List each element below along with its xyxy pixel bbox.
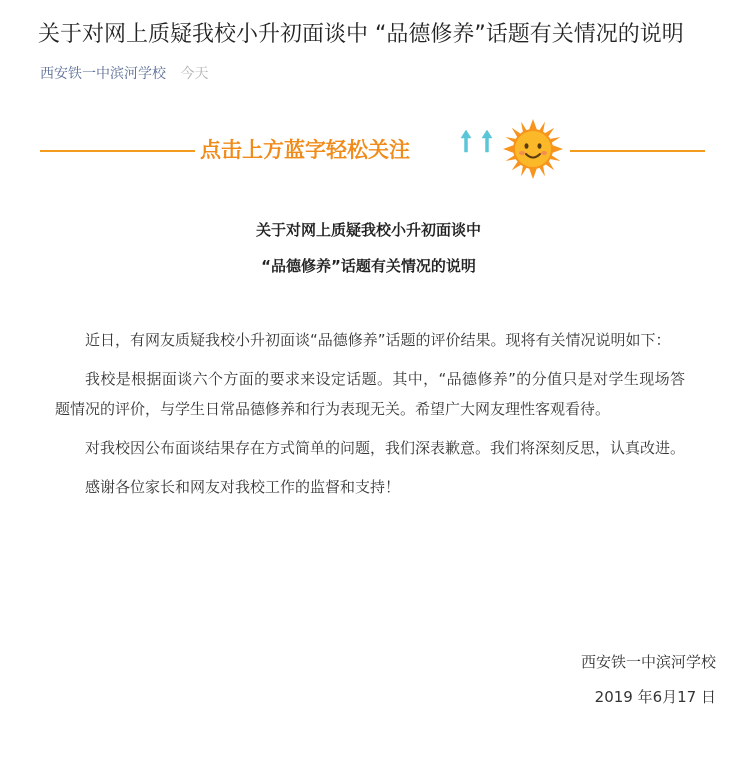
article-meta [40, 64, 208, 84]
sun-icon [502, 118, 564, 180]
follow-banner [40, 118, 705, 182]
paragraph: 我校是根据面谈六个方面的要求来设定话题。其中，“品德修养”的分值只是对学生现场答题情况的评价，与学生日常品德修养和行为表现无关。希望广大网友理性客观看待。 [55, 370, 685, 418]
paragraph: 近日，有网友质疑我校小升初面谈“品德修养”话题的评价结果。现将有关情况说明如下： [85, 331, 671, 349]
banner-line-right [570, 150, 705, 152]
banner-follow-text: 点击上方蓝字轻松关注 [200, 138, 410, 162]
banner-line-left [40, 150, 195, 152]
account-name-link[interactable]: 西安铁一中滨河学校 [40, 66, 166, 82]
paragraph: 对我校因公布面谈结果存在方式简单的问题，我们深表歉意。我们将深刻反思，认真改进。 [85, 439, 686, 457]
content-heading-line2: “品德修养”话题有关情况的说明 [261, 257, 476, 275]
article-body [55, 325, 685, 511]
paragraph: 感谢各位家长和网友对我校工作的监督和支持！ [85, 478, 401, 496]
article-title: 关于对网上质疑我校小升初面谈中 “品德修养”话题有关情况的说明 [38, 22, 684, 47]
publish-date: 今天 [180, 66, 209, 82]
signature-organization: 西安铁一中滨河学校 [580, 653, 716, 671]
signature-date: 2019 年6月17 日 [594, 688, 716, 706]
content-heading-line1: 关于对网上质疑我校小升初面谈中 [255, 221, 481, 239]
up-arrow-icon [458, 126, 498, 156]
